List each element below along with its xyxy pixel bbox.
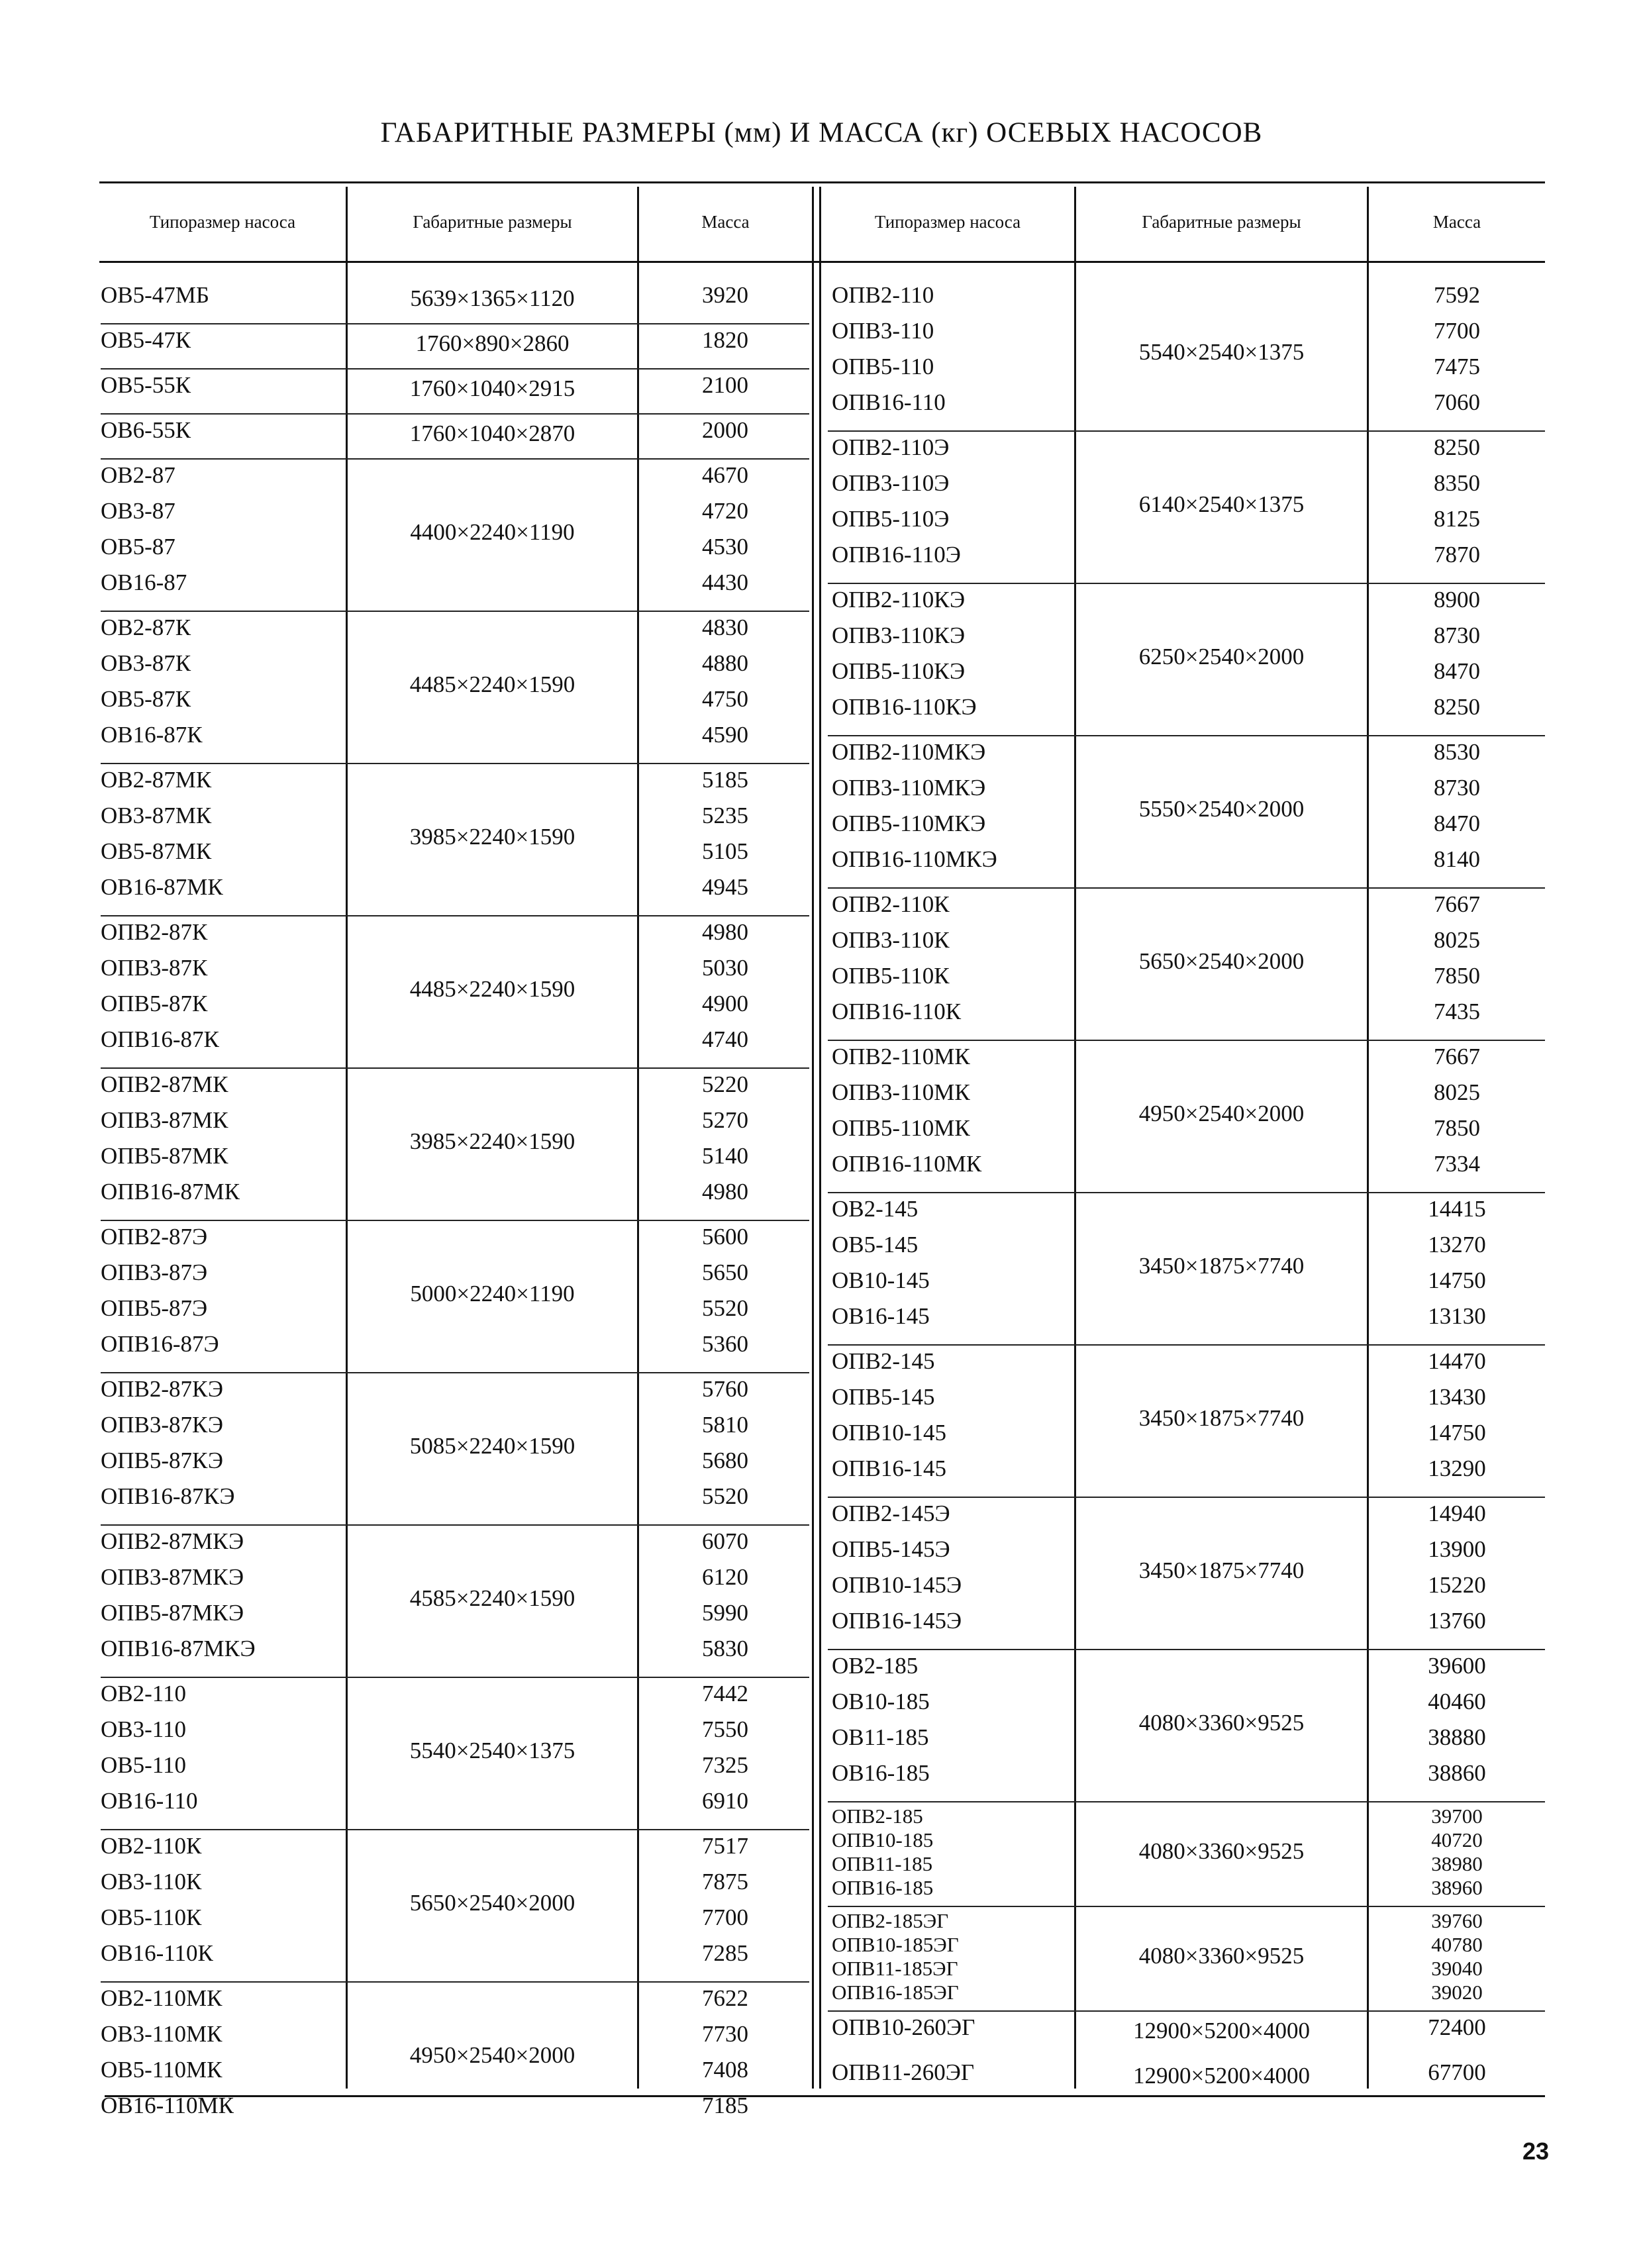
page-title: ГАБАРИТНЫЕ РАЗМЕРЫ (мм) И МАССА (кг) ОСЕВЫХ НАСОСОВ bbox=[380, 117, 1263, 148]
pump-type: ОВ16-87 bbox=[101, 569, 187, 595]
pump-dimensions: 5650×2540×2000 bbox=[1138, 948, 1305, 974]
pump-type: ОПВ16-185ЭГ bbox=[832, 1981, 959, 2004]
pump-mass: 2000 bbox=[702, 417, 748, 443]
pump-type: ОПВ5-87КЭ bbox=[101, 1448, 223, 1473]
pump-mass: 8140 bbox=[1434, 846, 1480, 872]
pump-dimensions: 5540×2540×1375 bbox=[1138, 339, 1305, 365]
pump-dimensions: 3450×1875×7740 bbox=[1138, 1405, 1305, 1431]
pump-type: ОВ11-185 bbox=[832, 1724, 929, 1750]
pump-dimensions: 4485×2240×1590 bbox=[409, 671, 575, 697]
pump-type: ОВ3-110МК bbox=[101, 2021, 223, 2047]
pump-mass: 7408 bbox=[702, 2057, 748, 2083]
pump-mass: 8730 bbox=[1434, 622, 1480, 648]
pump-type: ОПВ3-87МК bbox=[101, 1107, 228, 1133]
pump-mass: 5360 bbox=[702, 1331, 748, 1357]
group-separator bbox=[101, 458, 809, 460]
pump-type: ОПВ16-145Э bbox=[832, 1608, 962, 1634]
pump-mass: 1820 bbox=[702, 327, 748, 353]
group-separator bbox=[101, 611, 809, 612]
pump-type: ОПВ5-110МКЭ bbox=[832, 811, 986, 836]
pump-type: ОВ2-185 bbox=[832, 1653, 919, 1679]
pump-type: ОВ5-87К bbox=[101, 686, 191, 712]
right-col-divider-1 bbox=[1074, 187, 1076, 2089]
pump-mass: 7475 bbox=[1434, 354, 1480, 379]
pump-mass: 6910 bbox=[702, 1788, 748, 1814]
pump-mass: 7550 bbox=[702, 1716, 748, 1742]
pump-mass: 5810 bbox=[702, 1412, 748, 1438]
pump-type: ОПВ3-87К bbox=[101, 955, 208, 981]
pump-mass: 7325 bbox=[702, 1752, 748, 1778]
pump-type: ОПВ10-260ЭГ bbox=[832, 2014, 975, 2040]
pump-mass: 6070 bbox=[702, 1528, 748, 1554]
pump-type: ОПВ16-87МК bbox=[101, 1179, 240, 1205]
pump-mass: 7700 bbox=[1434, 318, 1480, 344]
pump-mass: 72400 bbox=[1428, 2014, 1486, 2040]
pump-mass: 7060 bbox=[1434, 389, 1480, 415]
pump-mass: 5140 bbox=[702, 1143, 748, 1169]
pump-mass: 3920 bbox=[702, 282, 748, 308]
pump-type: ОПВ2-110К bbox=[832, 891, 950, 917]
pump-mass: 4945 bbox=[702, 874, 748, 900]
table-top-rule bbox=[99, 181, 1545, 183]
header-right-mass: Масса bbox=[1432, 212, 1481, 232]
pump-mass: 4430 bbox=[702, 569, 748, 595]
group-separator bbox=[828, 735, 1545, 736]
group-separator bbox=[101, 323, 809, 324]
pump-type: ОПВ16-110 bbox=[832, 389, 946, 415]
group-separator bbox=[828, 2010, 1545, 2012]
pump-type: ОПВ5-110К bbox=[832, 963, 950, 989]
pump-type: ОВ3-87 bbox=[101, 498, 175, 524]
pump-type: ОПВ5-145 bbox=[832, 1384, 935, 1410]
pump-mass: 7517 bbox=[702, 1833, 748, 1859]
pump-mass: 7730 bbox=[702, 2021, 748, 2047]
pump-dimensions: 5639×1365×1120 bbox=[410, 285, 575, 311]
pump-mass: 38860 bbox=[1428, 1760, 1486, 1786]
pump-type: ОПВ10-185ЭГ bbox=[832, 1933, 959, 1956]
group-separator bbox=[101, 1677, 809, 1678]
header-bottom-rule bbox=[99, 261, 1545, 263]
pump-dimensions: 12900×5200×4000 bbox=[1133, 2063, 1310, 2089]
pump-dimensions: 6250×2540×2000 bbox=[1138, 644, 1305, 669]
pump-mass: 40780 bbox=[1431, 1933, 1483, 1956]
pump-type: ОВ3-110К bbox=[101, 1869, 202, 1895]
pump-mass: 13130 bbox=[1428, 1303, 1486, 1329]
group-separator bbox=[101, 1524, 809, 1526]
pump-type: ОПВ16-87К bbox=[101, 1026, 219, 1052]
pump-type: ОПВ5-87МКЭ bbox=[101, 1600, 244, 1626]
pump-mass: 7622 bbox=[702, 1985, 748, 2011]
pump-type: ОПВ2-185 bbox=[832, 1804, 923, 1828]
pump-type: ОПВ16-110МК bbox=[832, 1151, 982, 1177]
pump-type: ОВ5-87 bbox=[101, 534, 175, 560]
group-separator bbox=[101, 763, 809, 764]
group-separator bbox=[101, 1981, 809, 1983]
pump-mass: 13900 bbox=[1428, 1536, 1486, 1562]
group-separator bbox=[828, 1801, 1545, 1802]
pump-type: ОПВ3-87МКЭ bbox=[101, 1564, 244, 1590]
pump-type: ОПВ2-87МК bbox=[101, 1071, 228, 1097]
pump-mass: 4530 bbox=[702, 534, 748, 560]
pump-mass: 7850 bbox=[1434, 1115, 1480, 1141]
pump-dimensions: 4950×2540×2000 bbox=[409, 2042, 575, 2068]
pump-mass: 8250 bbox=[1434, 434, 1480, 460]
pump-mass: 7185 bbox=[702, 2093, 748, 2118]
pump-type: ОПВ3-110 bbox=[832, 318, 934, 344]
pump-mass: 8730 bbox=[1434, 775, 1480, 801]
pump-type: ОПВ5-87Э bbox=[101, 1295, 208, 1321]
pump-type: ОВ16-87К bbox=[101, 722, 203, 748]
pump-type: ОПВ2-110МКЭ bbox=[832, 739, 986, 765]
pump-mass: 39760 bbox=[1431, 1909, 1483, 1932]
pump-type: ОВ3-110 bbox=[101, 1716, 186, 1742]
group-separator bbox=[101, 915, 809, 916]
pump-dimensions: 3450×1875×7740 bbox=[1138, 1253, 1305, 1279]
pump-dimensions: 12900×5200×4000 bbox=[1133, 2018, 1310, 2044]
pump-type: ОПВ2-110МК bbox=[832, 1044, 970, 1069]
pump-type: ОВ5-47К bbox=[101, 327, 191, 353]
pump-type: ОПВ11-260ЭГ bbox=[832, 2059, 975, 2085]
pump-mass: 5990 bbox=[702, 1600, 748, 1626]
pump-mass: 38880 bbox=[1428, 1724, 1486, 1750]
pump-mass: 2100 bbox=[702, 372, 748, 398]
center-divider-a bbox=[812, 187, 814, 2089]
pump-dimensions: 4485×2240×1590 bbox=[409, 976, 575, 1002]
pump-mass: 39020 bbox=[1431, 1981, 1483, 2004]
pump-mass: 14940 bbox=[1428, 1501, 1486, 1526]
pump-type: ОПВ16-110К bbox=[832, 999, 962, 1024]
group-separator bbox=[828, 887, 1545, 889]
pump-type: ОВ3-87К bbox=[101, 650, 191, 676]
pump-type: ОВ16-110МК bbox=[101, 2093, 234, 2118]
pump-mass: 13270 bbox=[1428, 1232, 1486, 1257]
pump-type: ОПВ5-110МК bbox=[832, 1115, 970, 1141]
pump-type: ОПВ16-110КЭ bbox=[832, 694, 977, 720]
pump-mass: 5680 bbox=[702, 1448, 748, 1473]
pump-type: ОВ10-185 bbox=[832, 1689, 930, 1714]
pump-type: ОПВ3-87КЭ bbox=[101, 1412, 223, 1438]
pump-type: ОВ16-87МК bbox=[101, 874, 223, 900]
pump-mass: 7285 bbox=[702, 1940, 748, 1966]
pump-type: ОВ16-110К bbox=[101, 1940, 213, 1966]
header-left-type: Типоразмер насоса bbox=[149, 212, 296, 232]
group-separator bbox=[828, 1192, 1545, 1193]
group-separator bbox=[828, 583, 1545, 584]
pump-mass: 7442 bbox=[702, 1681, 748, 1706]
pump-mass: 7875 bbox=[702, 1869, 748, 1895]
pump-type: ОПВ2-145 bbox=[832, 1348, 935, 1374]
pump-mass: 6120 bbox=[702, 1564, 748, 1590]
center-divider-b bbox=[819, 187, 821, 2089]
pump-mass: 4980 bbox=[702, 1179, 748, 1205]
pump-mass: 7870 bbox=[1434, 542, 1480, 567]
pump-type: ОПВ3-110МКЭ bbox=[832, 775, 986, 801]
pump-dimensions: 5550×2540×2000 bbox=[1138, 796, 1305, 822]
pump-mass: 4980 bbox=[702, 919, 748, 945]
pump-type: ОПВ5-110 bbox=[832, 354, 934, 379]
pump-dimensions: 1760×1040×2870 bbox=[409, 420, 575, 446]
pump-type: ОПВ16-145 bbox=[832, 1455, 947, 1481]
pump-type: ОВ16-185 bbox=[832, 1760, 930, 1786]
pump-mass: 40460 bbox=[1428, 1689, 1486, 1714]
pump-type: ОВ2-87МК bbox=[101, 767, 212, 793]
pump-type: ОПВ16-87МКЭ bbox=[101, 1636, 256, 1661]
pump-type: ОВ5-87МК bbox=[101, 838, 212, 864]
pump-dimensions: 4080×3360×9525 bbox=[1138, 1943, 1305, 1969]
pump-mass: 7850 bbox=[1434, 963, 1480, 989]
header-right-dims: Габаритные размеры bbox=[1142, 212, 1301, 232]
pump-mass: 4750 bbox=[702, 686, 748, 712]
pump-mass: 7667 bbox=[1434, 891, 1480, 917]
pump-type: ОВ5-110К bbox=[101, 1904, 202, 1930]
pump-mass: 38980 bbox=[1431, 1852, 1483, 1875]
group-separator bbox=[101, 368, 809, 370]
pump-dimensions: 4585×2240×1590 bbox=[409, 1585, 575, 1611]
pump-mass: 8125 bbox=[1434, 506, 1480, 532]
pump-mass: 14750 bbox=[1428, 1420, 1486, 1446]
pump-type: ОВ2-87 bbox=[101, 462, 175, 488]
pump-dimensions: 5650×2540×2000 bbox=[409, 1890, 575, 1916]
pump-mass: 4670 bbox=[702, 462, 748, 488]
pump-mass: 4900 bbox=[702, 991, 748, 1016]
header-left-mass: Масса bbox=[701, 212, 750, 232]
pump-mass: 8470 bbox=[1434, 658, 1480, 684]
pump-dimensions: 3985×2240×1590 bbox=[409, 1128, 575, 1154]
pump-type: ОПВ5-145Э bbox=[832, 1536, 950, 1562]
pump-mass: 67700 bbox=[1428, 2059, 1486, 2085]
page-number: 23 bbox=[1522, 2138, 1549, 2165]
group-separator bbox=[828, 430, 1545, 432]
pump-mass: 39700 bbox=[1431, 1804, 1483, 1828]
pump-dimensions: 4080×3360×9525 bbox=[1138, 1838, 1305, 1864]
table-bottom-rule bbox=[105, 2095, 1545, 2097]
pump-mass: 5650 bbox=[702, 1259, 748, 1285]
pump-type: ОПВ10-145Э bbox=[832, 1572, 962, 1598]
pump-dimensions: 3450×1875×7740 bbox=[1138, 1557, 1305, 1583]
pump-type: ОВ2-110К bbox=[101, 1833, 202, 1859]
pump-type: ОВ6-55К bbox=[101, 417, 191, 443]
pump-type: ОВ5-110МК bbox=[101, 2057, 223, 2083]
pump-mass: 8250 bbox=[1434, 694, 1480, 720]
pump-type: ОВ2-145 bbox=[832, 1196, 919, 1222]
header-left-dims: Габаритные размеры bbox=[413, 212, 572, 232]
pump-type: ОВ5-47МБ bbox=[101, 282, 209, 308]
group-separator bbox=[101, 1829, 809, 1830]
pump-type: ОПВ2-110Э bbox=[832, 434, 950, 460]
pump-mass: 5520 bbox=[702, 1483, 748, 1509]
pump-mass: 8025 bbox=[1434, 1079, 1480, 1105]
pump-dimensions: 5085×2240×1590 bbox=[409, 1433, 575, 1459]
pump-mass: 38960 bbox=[1431, 1876, 1483, 1899]
pump-type: ОПВ5-110Э bbox=[832, 506, 950, 532]
pump-type: ОПВ2-110КЭ bbox=[832, 587, 966, 613]
pump-type: ОВ5-145 bbox=[832, 1232, 919, 1257]
pump-type: ОПВ16-87КЭ bbox=[101, 1483, 235, 1509]
pump-type: ОПВ5-87К bbox=[101, 991, 208, 1016]
pump-mass: 13430 bbox=[1428, 1384, 1486, 1410]
pump-type: ОПВ5-87МК bbox=[101, 1143, 228, 1169]
pump-dimensions: 4400×2240×1190 bbox=[410, 519, 575, 545]
pump-type: ОПВ2-87Э bbox=[101, 1224, 208, 1250]
group-separator bbox=[101, 1372, 809, 1373]
pump-type: ОПВ3-110Э bbox=[832, 470, 950, 496]
pump-mass: 7700 bbox=[702, 1904, 748, 1930]
pump-mass: 14750 bbox=[1428, 1267, 1486, 1293]
pump-type: ОВ2-110МК bbox=[101, 1985, 223, 2011]
pump-mass: 4720 bbox=[702, 498, 748, 524]
pump-type: ОВ10-145 bbox=[832, 1267, 930, 1293]
pump-type: ОПВ5-110КЭ bbox=[832, 658, 966, 684]
group-separator bbox=[828, 1344, 1545, 1346]
pump-mass: 15220 bbox=[1428, 1572, 1486, 1598]
pump-mass: 7667 bbox=[1434, 1044, 1480, 1069]
pump-mass: 4590 bbox=[702, 722, 748, 748]
pump-dimensions: 3985×2240×1590 bbox=[409, 824, 575, 850]
pump-mass: 4740 bbox=[702, 1026, 748, 1052]
pump-dimensions: 5540×2540×1375 bbox=[409, 1738, 575, 1763]
pump-type: ОПВ2-87К bbox=[101, 919, 208, 945]
pump-type: ОВ3-87МК bbox=[101, 803, 212, 828]
pump-mass: 5830 bbox=[702, 1636, 748, 1661]
pump-type: ОВ5-110 bbox=[101, 1752, 186, 1778]
pump-dimensions: 5000×2240×1190 bbox=[410, 1281, 575, 1307]
pump-type: ОПВ3-110МК bbox=[832, 1079, 970, 1105]
pump-mass: 13290 bbox=[1428, 1455, 1486, 1481]
pump-mass: 5185 bbox=[702, 767, 748, 793]
pump-dimensions: 4950×2540×2000 bbox=[1138, 1101, 1305, 1126]
pump-type: ОВ16-145 bbox=[832, 1303, 930, 1329]
group-separator bbox=[101, 1067, 809, 1069]
pump-mass: 14470 bbox=[1428, 1348, 1486, 1374]
pump-mass: 5760 bbox=[702, 1376, 748, 1402]
pump-type: ОПВ3-110К bbox=[832, 927, 950, 953]
pump-type: ОВ2-110 bbox=[101, 1681, 186, 1706]
pump-type: ОПВ16-185 bbox=[832, 1876, 934, 1899]
pump-type: ОПВ3-87Э bbox=[101, 1259, 208, 1285]
pump-type: ОПВ11-185ЭГ bbox=[832, 1957, 958, 1980]
pump-mass: 4830 bbox=[702, 615, 748, 640]
pump-mass: 7334 bbox=[1434, 1151, 1480, 1177]
pump-type: ОВ5-55К bbox=[101, 372, 191, 398]
pump-mass: 5235 bbox=[702, 803, 748, 828]
group-separator bbox=[828, 1906, 1545, 1907]
pump-type: ОВ16-110 bbox=[101, 1788, 198, 1814]
pump-mass: 5520 bbox=[702, 1295, 748, 1321]
pump-mass: 5220 bbox=[702, 1071, 748, 1097]
pump-mass: 8900 bbox=[1434, 587, 1480, 613]
header-right-type: Типоразмер насоса bbox=[874, 212, 1021, 232]
pump-dimensions: 1760×1040×2915 bbox=[409, 375, 575, 401]
pump-dimensions: 1760×890×2860 bbox=[415, 330, 570, 356]
pump-type: ОПВ2-87МКЭ bbox=[101, 1528, 244, 1554]
group-separator bbox=[828, 1649, 1545, 1650]
pump-type: ОПВ10-185 bbox=[832, 1828, 934, 1851]
pump-type: ОПВ3-110КЭ bbox=[832, 622, 966, 648]
pump-mass: 4880 bbox=[702, 650, 748, 676]
pump-mass: 39600 bbox=[1428, 1653, 1486, 1679]
pump-type: ОПВ10-145 bbox=[832, 1420, 947, 1446]
pump-mass: 8025 bbox=[1434, 927, 1480, 953]
pump-type: ОПВ2-145Э bbox=[832, 1501, 950, 1526]
group-separator bbox=[828, 1040, 1545, 1041]
pump-mass: 5030 bbox=[702, 955, 748, 981]
pump-mass: 7435 bbox=[1434, 999, 1480, 1024]
pump-mass: 8530 bbox=[1434, 739, 1480, 765]
group-separator bbox=[101, 1220, 809, 1221]
pump-dimensions: 4080×3360×9525 bbox=[1138, 1710, 1305, 1736]
pump-type: ОПВ2-87КЭ bbox=[101, 1376, 223, 1402]
pump-type: ОПВ2-110 bbox=[832, 282, 934, 308]
pump-type: ОПВ16-110Э bbox=[832, 542, 961, 567]
pump-type: ОПВ11-185 bbox=[832, 1852, 933, 1875]
pump-mass: 39040 bbox=[1431, 1957, 1483, 1980]
pump-mass: 5105 bbox=[702, 838, 748, 864]
pump-mass: 8350 bbox=[1434, 470, 1480, 496]
pump-type: ОВ2-87К bbox=[101, 615, 191, 640]
pump-mass: 14415 bbox=[1428, 1196, 1486, 1222]
pump-type: ОПВ2-185ЭГ bbox=[832, 1909, 949, 1932]
pump-mass: 5270 bbox=[702, 1107, 748, 1133]
group-separator bbox=[828, 1497, 1545, 1498]
pump-dimensions: 6140×2540×1375 bbox=[1138, 491, 1305, 517]
group-separator bbox=[101, 413, 809, 415]
pump-mass: 5600 bbox=[702, 1224, 748, 1250]
pump-mass: 13760 bbox=[1428, 1608, 1486, 1634]
pump-mass: 7592 bbox=[1434, 282, 1480, 308]
pump-type: ОПВ16-110МКЭ bbox=[832, 846, 997, 872]
pump-mass: 40720 bbox=[1431, 1828, 1483, 1851]
pump-type: ОПВ16-87Э bbox=[101, 1331, 219, 1357]
pump-mass: 8470 bbox=[1434, 811, 1480, 836]
